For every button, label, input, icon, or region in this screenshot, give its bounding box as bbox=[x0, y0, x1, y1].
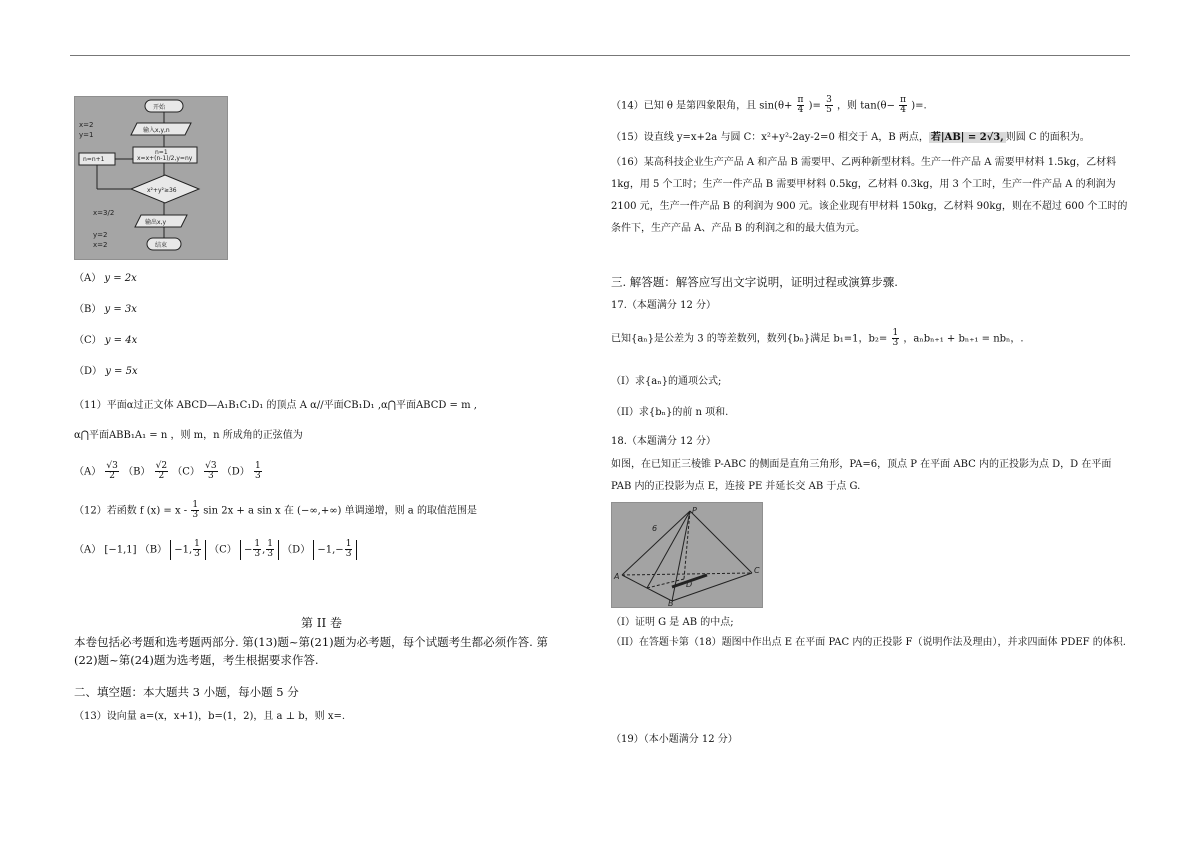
q15-pre: （15）设直线 y=x+2a 与圆 C：x²+y²-2ay-2=0 相交于 A，B 两点， bbox=[611, 132, 929, 143]
q17-part2: （II）求{bₙ}的前 n 项和. bbox=[611, 407, 729, 418]
q12-option-c-label: （C） bbox=[209, 544, 237, 556]
fraction-denominator: 5 bbox=[826, 105, 832, 116]
q10-option-a bbox=[74, 273, 137, 285]
fraction-denominator: 3 bbox=[207, 471, 214, 482]
q12-option-a-label: （A） bbox=[74, 544, 102, 556]
svg-text:y=1: y=1 bbox=[79, 131, 94, 139]
q11-line2: α⋂平面ABB₁A₁ = n ，则 m，n 所成角的正弦值为 bbox=[74, 430, 303, 441]
q12-option-c bbox=[240, 540, 279, 560]
q12-option-a: [−1,1] bbox=[104, 544, 137, 556]
q12-option-b bbox=[170, 540, 206, 560]
section3-title: 三. 解答题：解答应写出文字说明，证明过程或演算步骤. bbox=[611, 275, 898, 289]
q12-option-d-fraction bbox=[345, 540, 353, 560]
q10-option-b bbox=[74, 304, 137, 316]
fraction-numerator: π bbox=[797, 95, 804, 105]
svg-text:结束: 结束 bbox=[155, 242, 168, 249]
q11-option-a-fraction bbox=[105, 462, 118, 482]
q14-mid2: ，则 tan(θ− bbox=[837, 100, 895, 112]
flowchart-image bbox=[74, 96, 228, 260]
q12-options bbox=[74, 540, 357, 560]
q17-post: ，aₙbₙ₊₁ + bₙ₊₁ = nbₙ，. bbox=[903, 333, 1024, 345]
fraction-numerator: π bbox=[900, 95, 907, 105]
fraction-numerator: 3 bbox=[826, 95, 832, 105]
fraction-denominator: 3 bbox=[192, 510, 199, 521]
q14-fraction-pi bbox=[797, 96, 805, 116]
fraction-denominator: 3 bbox=[892, 338, 899, 349]
q17-stem bbox=[611, 329, 1024, 349]
svg-text:n=1: n=1 bbox=[155, 149, 168, 156]
fraction-numerator: 1 bbox=[345, 539, 352, 549]
q12-option-d-pre: −1,− bbox=[317, 544, 344, 556]
option-expr: y = 2x bbox=[104, 273, 137, 284]
q12-stem bbox=[74, 501, 477, 521]
fraction-numerator: √3 bbox=[106, 461, 118, 471]
q11-option-b-fraction bbox=[155, 462, 168, 482]
flowchart-drawing bbox=[75, 97, 227, 259]
pyramid-image bbox=[611, 502, 763, 608]
svg-text:输入x,y,n: 输入x,y,n bbox=[143, 127, 170, 134]
q12-option-c-pre: − bbox=[243, 544, 253, 556]
q14-mid: )= bbox=[808, 100, 821, 112]
q11-option-b-label: （B） bbox=[123, 466, 151, 478]
fraction-denominator: 3 bbox=[254, 549, 261, 560]
volume-intro: 本卷包括必考题和选考题两部分. 第(13)题~第(21)题为必考题，每个试题考生都必须作答. 第(22)题~第(24)题为选考题，考生根据要求作答. bbox=[74, 635, 548, 667]
fraction-numerator: √3 bbox=[205, 461, 217, 471]
option-label: （C） bbox=[74, 335, 102, 346]
svg-text:B: B bbox=[668, 599, 674, 607]
svg-text:6: 6 bbox=[652, 524, 658, 533]
q12-option-c-fraction-1 bbox=[253, 540, 261, 560]
q10-option-d bbox=[74, 366, 138, 378]
svg-text:A: A bbox=[614, 572, 620, 581]
q12-stem-post: sin 2x + a sin x 在 (−∞,+∞) 单调递增，则 a 的取值范围是 bbox=[203, 505, 477, 517]
fraction-numerator: √2 bbox=[155, 461, 168, 471]
fraction-denominator: 2 bbox=[158, 471, 165, 482]
q14-pre: （14）已知 θ 是第四象限角，且 sin(θ+ bbox=[611, 100, 793, 112]
option-expr: y = 4x bbox=[104, 335, 138, 346]
fraction-denominator: 4 bbox=[797, 105, 804, 116]
q14-post: )=. bbox=[911, 100, 927, 112]
fraction-numerator: 1 bbox=[254, 539, 261, 549]
option-label: （A） bbox=[74, 273, 102, 284]
svg-text:C: C bbox=[754, 566, 760, 575]
q18-text: 如图，在已知正三棱锥 P-ABC 的侧面是直角三角形，PA=6，顶点 P 在平面 ABC 内的正投影为点 D，D 在平面 PAB 内的正投影为点 E，连接 PE 并延长交 AB 于点 G. bbox=[611, 459, 1112, 492]
svg-text:x=2: x=2 bbox=[79, 121, 94, 129]
q11-option-d-fraction bbox=[254, 462, 262, 482]
svg-text:P: P bbox=[692, 506, 697, 515]
left-column bbox=[74, 96, 569, 722]
q11-option-a-label: （A） bbox=[74, 466, 102, 478]
q14-fraction-pi2 bbox=[899, 96, 907, 116]
q15-post: 则圆 C 的面积为。 bbox=[1005, 132, 1090, 143]
q15-highlight: 若|AB| = 2√3, bbox=[930, 132, 1004, 143]
q15 bbox=[611, 132, 1090, 144]
top-rule bbox=[70, 55, 1130, 56]
svg-text:x=x+(n-1)/2,y=ny: x=x+(n-1)/2,y=ny bbox=[137, 155, 193, 162]
q12-option-b-pre: −1, bbox=[174, 544, 193, 556]
fraction-numerator: 1 bbox=[192, 500, 199, 510]
svg-text:x=3/2: x=3/2 bbox=[93, 209, 115, 217]
fraction-denominator: 3 bbox=[255, 471, 261, 482]
q14-fraction-value bbox=[825, 96, 833, 116]
q18-part2: （II）在答题卡第（18）题图中作出点 E 在平面 PAC 内的正投影 F（说明作法及理由），并求四面体 PDEF 的体积. bbox=[611, 637, 1126, 648]
q17-head: 17.（本题满分 12 分） bbox=[611, 300, 716, 311]
q11-options bbox=[74, 462, 263, 482]
q12-stem-pre: （12）若函数 f (x) = x - bbox=[74, 505, 188, 517]
q13: （13）设向量 a=(x，x+1)，b=(1，2)，且 a ⊥ b，则 x=. bbox=[74, 711, 346, 722]
option-label: （B） bbox=[74, 304, 102, 315]
fraction-numerator: 1 bbox=[194, 539, 200, 549]
q12-stem-fraction bbox=[191, 501, 199, 521]
q12-option-c-mid: , bbox=[262, 544, 266, 556]
fraction-denominator: 3 bbox=[194, 549, 200, 560]
svg-text:x=2: x=2 bbox=[93, 241, 108, 249]
svg-text:x²+y²≥36: x²+y²≥36 bbox=[147, 187, 177, 194]
section2-title: 二、填空题：本大题共 3 小题，每小题 5 分 bbox=[74, 685, 299, 699]
svg-text:输出x,y: 输出x,y bbox=[145, 219, 167, 226]
option-label: （D） bbox=[74, 366, 103, 377]
option-expr: y = 3x bbox=[104, 304, 137, 315]
q16: （16）某高科技企业生产产品 A 和产品 B 需要甲、乙两种新型材料。生产一件产品 A 需要甲材料 1.5kg，乙材料 1kg，用 5 个工时；生产一件产品 B 需要甲材料 0.5kg，乙材料 0.3kg，用 3 个工时，生产一件产品 A 的利润为 2100 元，生产一件产品 B 的利润为 900 元。该企业现有甲材料 150kg，乙材料 90kg，则在不超过 600 个工时的条件下，生产产品 A、产品 B 的利润之和的最大值为元。 bbox=[611, 157, 1128, 234]
fraction-denominator: 4 bbox=[900, 105, 906, 116]
q17-part1: （I）求{aₙ}的通项公式; bbox=[611, 376, 722, 387]
q18-part1: （I）证明 G 是 AB 的中点; bbox=[611, 617, 734, 628]
q12-option-b-label: （B） bbox=[139, 544, 168, 556]
option-expr: y = 5x bbox=[105, 366, 138, 377]
q12-option-d-label: （D） bbox=[282, 544, 311, 556]
q18-head: 18.（本题满分 12 分） bbox=[611, 436, 716, 447]
volume-title: 第 II 卷 bbox=[300, 616, 343, 630]
svg-text:D: D bbox=[686, 580, 693, 589]
q14 bbox=[611, 96, 927, 116]
q17-pre: 已知{aₙ}是公差为 3 的等差数列，数列{bₙ}满足 b₁=1，b₂= bbox=[611, 333, 888, 345]
q12-option-c-fraction-2 bbox=[266, 540, 274, 560]
fraction-denominator: 3 bbox=[345, 549, 352, 560]
q11-option-d-label: （D） bbox=[221, 466, 250, 478]
q10-option-c bbox=[74, 335, 137, 347]
q12-option-b-fraction bbox=[193, 540, 201, 560]
q12-option-d bbox=[313, 540, 357, 560]
q11-option-c-fraction bbox=[204, 462, 217, 482]
q11-option-c-label: （C） bbox=[172, 466, 200, 478]
q11-line1: （11）平面α过正文体 ABCD—A₁B₁C₁D₁ 的顶点 A α//平面CB₁D₁ ,α⋂平面ABCD = m , bbox=[74, 400, 477, 411]
q17-fraction bbox=[892, 329, 900, 349]
fraction-denominator: 3 bbox=[267, 549, 273, 560]
svg-text:n=n+1: n=n+1 bbox=[83, 156, 105, 163]
fraction-numerator: 1 bbox=[267, 539, 273, 549]
pyramid-drawing bbox=[612, 503, 762, 607]
svg-text:y=2: y=2 bbox=[93, 231, 108, 239]
fraction-denominator: 2 bbox=[109, 471, 116, 482]
q19-head: （19）（本小题满分 12 分） bbox=[611, 734, 738, 745]
svg-text:开始: 开始 bbox=[153, 104, 166, 111]
fraction-numerator: 1 bbox=[255, 461, 261, 471]
fraction-numerator: 1 bbox=[892, 328, 899, 338]
